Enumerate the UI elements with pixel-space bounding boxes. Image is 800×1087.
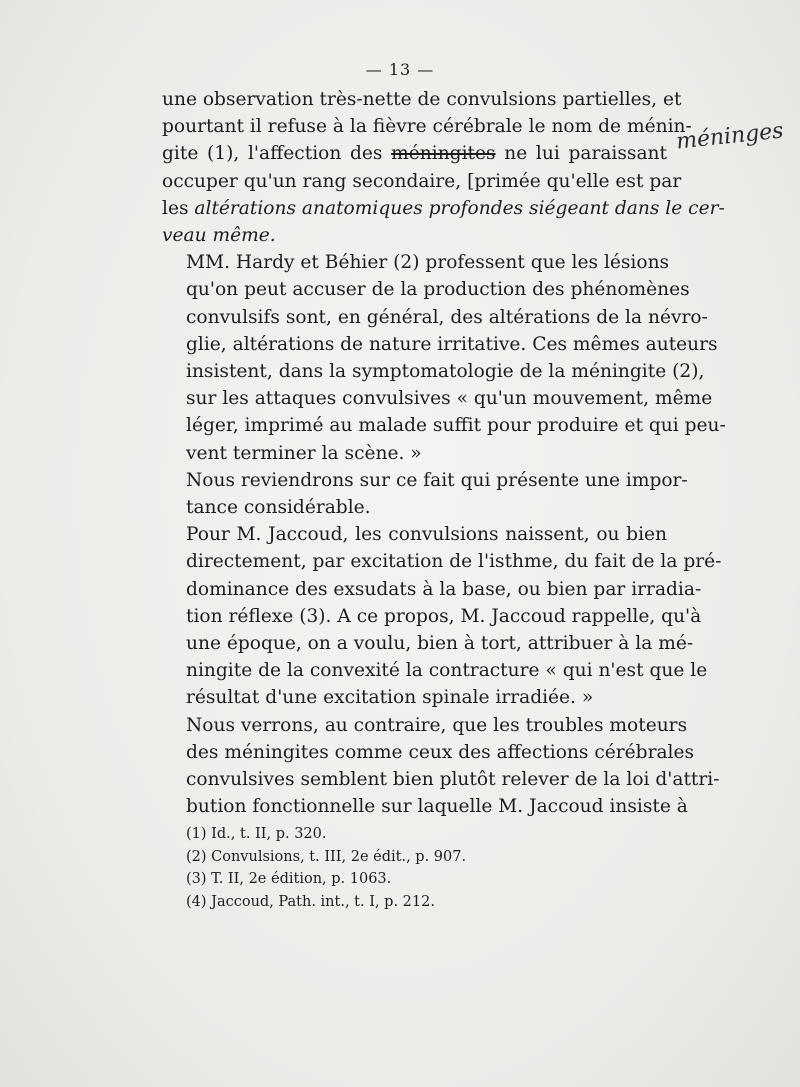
text-line: pourtant il refuse à la fièvre cérébrale le nom de ménin- xyxy=(162,116,692,138)
footnote: (2) Convulsions, t. III, 2e édit., p. 907. xyxy=(186,848,467,865)
text-line: sur les attaques convulsives « qu'un mouvement, même xyxy=(186,388,713,410)
paragraph xyxy=(162,467,688,521)
text-line: glie, altérations de nature irritative. Ces mêmes auteurs xyxy=(186,333,718,355)
footnotes xyxy=(186,823,666,913)
text-line: bution fonctionnelle sur laquelle M. Jaccoud insiste à xyxy=(186,796,688,818)
paragraph xyxy=(162,86,725,249)
text-line: résultat d'une excitation spinale irradiée. » xyxy=(186,687,594,709)
text-line: une époque, on a voulu, bien à tort, attribuer à la mé- xyxy=(186,633,694,655)
struck-word: méningites xyxy=(391,143,496,165)
text-line: ningite de la convexité la contracture « qui n'est que le xyxy=(186,660,708,682)
text-line: vent terminer la scène. » xyxy=(186,442,422,464)
text-line: Pour M. Jaccoud, les convulsions naissent, ou bien xyxy=(186,524,667,546)
text-line: tion réflexe (3). A ce propos, M. Jaccoud rappelle, qu'à xyxy=(186,605,702,627)
text-line: tance considérable. xyxy=(186,497,371,519)
body-text xyxy=(162,86,726,820)
text-line: les altérations anatomiques profondes siégeant dans le cer- xyxy=(162,197,725,219)
text-line: qu'on peut accuser de la production des phénomènes xyxy=(186,279,690,301)
text-line: gite (1), l'affection des méningites ne lui paraissant xyxy=(162,143,667,165)
text-line: convulsives semblent bien plutôt relever de la loi d'attri- xyxy=(186,769,720,791)
text-line: occuper qu'un rang secondaire, [primée qu'elle est par xyxy=(162,170,682,192)
text-line: insistent, dans la symptomatologie de la méningite (2), xyxy=(186,361,705,383)
footnote: (1) Id., t. II, p. 320. xyxy=(186,826,327,842)
text-line: une observation très-nette de convulsions partielles, et xyxy=(162,89,682,110)
paragraph xyxy=(162,521,722,711)
paragraph xyxy=(162,249,726,467)
text-line: Nous reviendrons sur ce fait qui présente une impor- xyxy=(186,469,688,491)
page-number: — 13 — xyxy=(365,60,435,79)
text-line: dominance des exsudats à la base, ou bien par irradia- xyxy=(186,578,702,600)
footnote: (3) T. II, 2e édition, p. 1063. xyxy=(186,871,392,888)
text-line: des méningites comme ceux des affections cérébrales xyxy=(186,741,695,763)
text-line: directement, par excitation de l'isthme, du fait de la pré- xyxy=(186,551,722,573)
text-line: Nous verrons, au contraire, que les troubles moteurs xyxy=(186,714,688,736)
footnote: (4) Jaccoud, Path. int., t. I, p. 212. xyxy=(186,893,435,910)
text-line: léger, imprimé au malade suffit pour produire et qui peu- xyxy=(186,415,726,437)
text-line: convulsifs sont, en général, des altérations de la névro- xyxy=(186,306,708,328)
paragraph xyxy=(162,712,720,821)
handwritten-margin-note: méninges xyxy=(674,118,785,155)
text-line: veau même. xyxy=(162,225,276,247)
text-line: MM. Hardy et Béhier (2) professent que les lésions xyxy=(186,252,670,274)
